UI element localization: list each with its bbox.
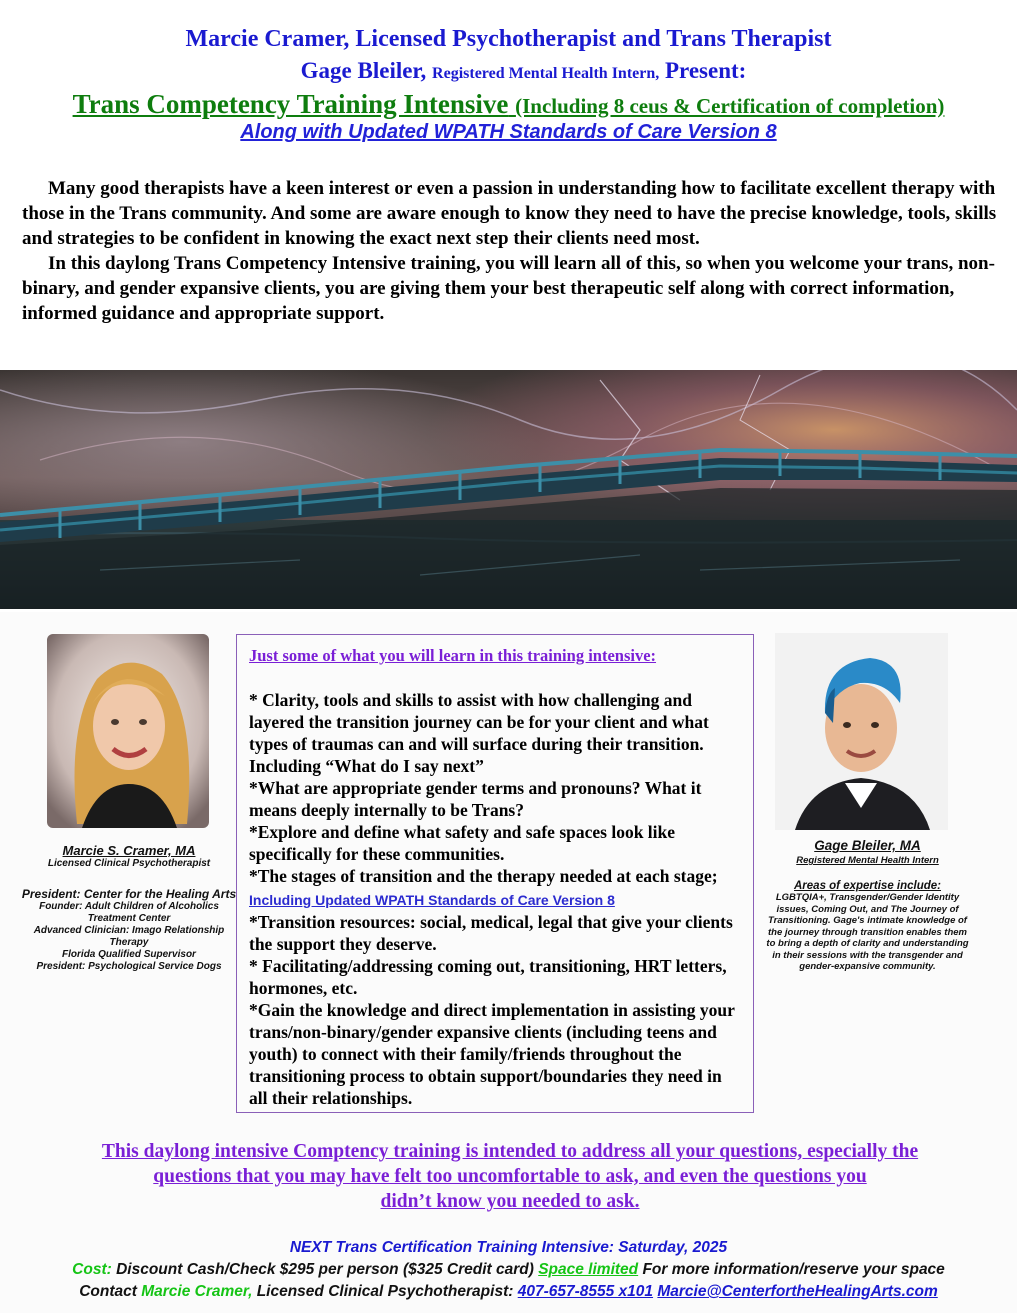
contact-label: Contact — [79, 1283, 137, 1300]
intro-paragraph-1: Many good therapists have a keen interest or even a passion in understanding how to facilitate excellent therapy with those in the Trans community. And some are aware enough to know they need to have the precise knowledge, tools, skills and strategies to be confident in knowing the exact next step their clients need most. — [22, 178, 997, 249]
gage-name: Gage Bleiler, MA — [814, 838, 921, 853]
cost-text: Discount Cash/Check $295 per person ($325 Credit card) — [116, 1261, 534, 1278]
learn-item: * Clarity, tools and skills to assist with how challenging and layered the transition journey can be for your client and what types of traumas can and will surface during their transition. Including “What do I say next” — [249, 690, 709, 776]
marcie-photo — [47, 634, 209, 828]
marcie-credential: President: Psychological Service Dogs — [36, 961, 222, 972]
marcie-role: Licensed Clinical Psychotherapist — [47, 858, 211, 869]
phone-link[interactable]: 407-657-8555 x101 — [517, 1283, 654, 1300]
gage-areas-title: Areas of expertise include: — [794, 880, 941, 892]
header-gage-role: Registered Mental Health Intern, — [432, 65, 660, 82]
learn-item: *What are appropriate gender terms and pronouns? What it means deeply internally to be Trans? — [249, 778, 702, 820]
header-line-2 — [0, 58, 1017, 84]
page-title — [0, 89, 1017, 120]
cost-line — [0, 1261, 1017, 1279]
email-link[interactable]: Marcie@CenterfortheHealingArts.com — [657, 1283, 938, 1300]
header-present: Present: — [665, 58, 747, 83]
marcie-bio — [20, 843, 238, 973]
space-limited-link[interactable]: Space limited — [538, 1261, 639, 1278]
header-line-1: Marcie Cramer, Licensed Psychotherapist and Trans Therapist — [185, 26, 832, 52]
gage-areas-text: LGBTQIA+, Transgender/Gender Identity issues, Coming Out, and The Journey of Transitioning. Gage's intimate knowledge of the journey through transition enables them to bring a depth of clarity and understanding in their sessions with the transgender and gender-expansive community. — [766, 892, 969, 972]
contact-role: Licensed Clinical Psychotherapist: — [256, 1283, 514, 1300]
bridge-banner-image — [0, 370, 1017, 609]
closing-line: didn’t know you needed to ask. — [380, 1191, 640, 1212]
closing-line: questions that you may have felt too uncomfortable to ask, and even the questions you — [153, 1166, 867, 1187]
marcie-name: Marcie S. Cramer, MA — [62, 843, 196, 858]
gage-photo — [775, 633, 948, 830]
info-text: For more information/reserve your space — [642, 1261, 945, 1278]
learn-box — [236, 634, 754, 1113]
title-main: Trans Competency Training Intensive — [72, 89, 509, 119]
title-ceus: (Including 8 ceus & Certification of completion) — [515, 94, 945, 118]
intro-paragraph-2: In this daylong Trans Competency Intensive training, you will learn all of this, so when you welcome your trans, non-binary, and gender expansive clients, you are giving them your best therapeutic self along with correct information, informed guidance and appropriate support. — [22, 253, 995, 324]
gage-bio — [765, 838, 970, 973]
learn-item: *Gain the knowledge and direct implementation in assisting your trans/non-binary/gender expansive clients (including teens and youth) to connect with their family/friends throughout the transitioning process to obtain support/boundaries they need in all their relationships. — [249, 1000, 735, 1108]
header-gage-name: Gage Bleiler, — [300, 58, 427, 83]
marcie-credential: Advanced Clinician: Imago Relationship Therapy — [33, 925, 225, 948]
marcie-president: President: Center for the Healing Arts — [21, 887, 237, 901]
learn-item: *Transition resources: social, medical, legal that give your clients the support they deserve. — [249, 912, 733, 954]
cost-label: Cost: — [72, 1261, 112, 1278]
intro-text — [22, 176, 1012, 326]
gage-role: Registered Mental Health Intern — [796, 855, 939, 866]
subtitle-wpath[interactable]: Along with Updated WPATH Standards of Care Version 8 — [240, 121, 777, 143]
contact-name: Marcie Cramer, — [141, 1283, 253, 1300]
learn-item: *Explore and define what safety and safe spaces look like specifically for these communities. — [249, 822, 676, 864]
learn-item — [249, 865, 741, 911]
marcie-credential: Florida Qualified Supervisor — [62, 949, 196, 960]
closing-line: This daylong intensive Comptency training is intended to address all your questions, especially the — [101, 1141, 919, 1162]
wpath-link[interactable]: Including Updated WPATH Standards of Care Version 8 — [249, 892, 615, 908]
learn-item: * Facilitating/addressing coming out, transitioning, HRT letters, hormones, etc. — [249, 956, 727, 998]
closing-statement[interactable] — [30, 1139, 990, 1214]
learn-box-title[interactable]: Just some of what you will learn in this training intensive: — [249, 646, 657, 665]
next-training-date: NEXT Trans Certification Training Intensive: Saturday, 2025 — [289, 1239, 728, 1256]
contact-line — [0, 1283, 1017, 1301]
marcie-credential: Founder: Adult Children of Alcoholics Treatment Center — [39, 901, 219, 924]
learn-item-text: *The stages of transition and the therapy needed at each stage; — [249, 866, 718, 886]
